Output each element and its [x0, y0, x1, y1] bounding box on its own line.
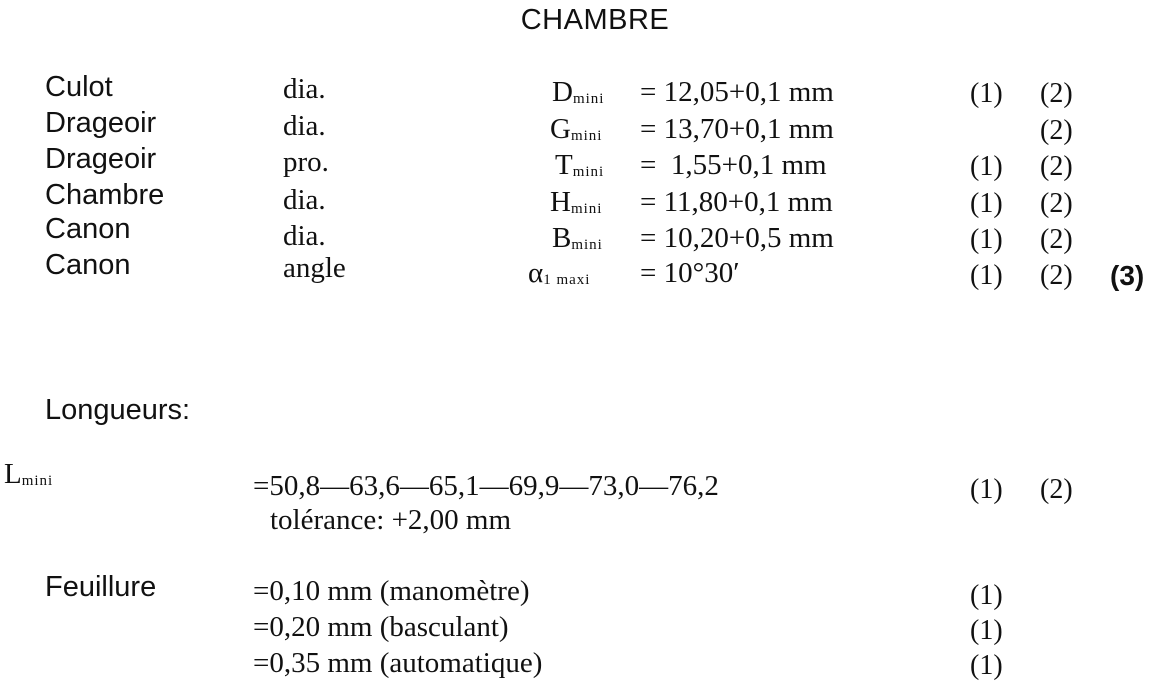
feuillure-ref: (1) [970, 580, 1003, 611]
row-ref-3: (3) [1110, 260, 1145, 291]
page-title: CHAMBRE [520, 4, 670, 36]
row-symbol: Tmini [555, 149, 605, 181]
row-value: = 11,80+0,1 mm [640, 186, 833, 218]
longueurs-heading: Longueurs: [45, 394, 191, 426]
row-ref-2: (2) [1040, 224, 1073, 255]
row-symbol: Gmini [550, 113, 603, 145]
feuillure-ref: (1) [970, 615, 1003, 646]
row-ref-2: (2) [1040, 151, 1073, 182]
row-ref-1: (1) [970, 224, 1003, 255]
row-dimension: dia. [283, 110, 326, 142]
row-ref-2: (2) [1040, 78, 1073, 109]
row-ref-1: (1) [970, 151, 1003, 182]
longueurs-tolerance: tolérance: +2,00 mm [270, 504, 512, 536]
row-part: Chambre [45, 179, 165, 211]
row-dimension: pro. [283, 146, 329, 178]
row-value: = 12,05+0,1 mm [640, 76, 834, 108]
row-value: = 1,55+0,1 mm [640, 149, 827, 181]
row-symbol: Dmini [552, 76, 605, 108]
row-dimension: dia. [283, 220, 326, 252]
row-dimension: dia. [283, 73, 326, 105]
row-dimension: dia. [283, 184, 326, 216]
feuillure-label: Feuillure [45, 571, 157, 603]
longueurs-values: =50,8—63,6—65,1—69,9—73,0—76,2 [253, 470, 719, 502]
feuillure-line: =0,10 mm (manomètre) [253, 575, 530, 607]
row-symbol: Bmini [552, 222, 603, 254]
row-ref-1: (1) [970, 78, 1003, 109]
row-symbol: α1 maxi [528, 257, 591, 289]
feuillure-ref: (1) [970, 650, 1003, 681]
row-dimension: angle [283, 252, 346, 284]
longueurs-symbol: Lmini [4, 458, 54, 490]
row-value: = 10°30′ [640, 257, 740, 289]
row-ref-1: (1) [970, 188, 1003, 219]
row-ref-1: (1) [970, 260, 1003, 291]
longueurs-ref-1: (1) [970, 474, 1003, 505]
row-ref-2: (2) [1040, 260, 1073, 291]
longueurs-ref-2: (2) [1040, 474, 1073, 505]
row-part: Canon [45, 249, 131, 281]
row-value: = 10,20+0,5 mm [640, 222, 834, 254]
row-value: = 13,70+0,1 mm [640, 113, 834, 145]
row-part: Drageoir [45, 143, 157, 175]
row-symbol: Hmini [550, 186, 603, 218]
row-part: Culot [45, 71, 113, 103]
feuillure-line: =0,35 mm (automatique) [253, 647, 543, 679]
feuillure-line: =0,20 mm (basculant) [253, 611, 509, 643]
row-part: Drageoir [45, 107, 157, 139]
row-ref-2: (2) [1040, 115, 1073, 146]
row-part: Canon [45, 213, 131, 245]
row-ref-2: (2) [1040, 188, 1073, 219]
